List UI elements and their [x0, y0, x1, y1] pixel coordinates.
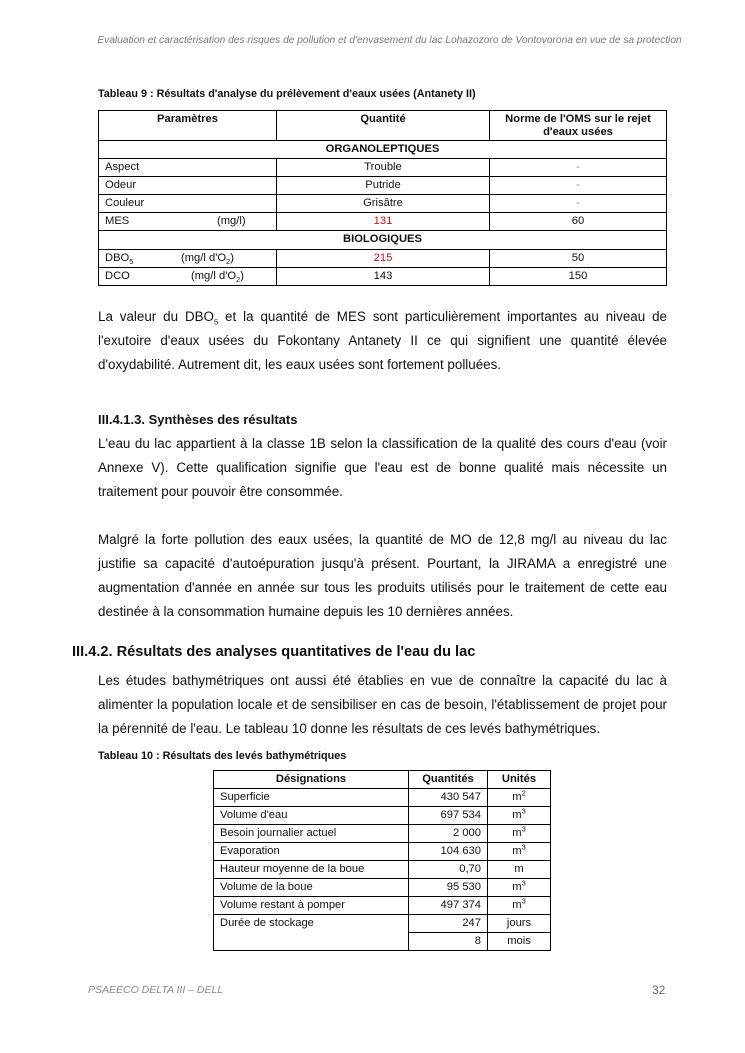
param-unit: (mg/l) [217, 215, 246, 227]
quantity-value: 2 000 [453, 827, 481, 839]
unit-cell [488, 933, 551, 951]
page-number: 32 [652, 983, 666, 997]
unit-cell [488, 861, 551, 879]
table9-header-param: Paramètres [99, 111, 277, 141]
designation-label: Durée de stockage [220, 917, 314, 930]
unit-label: m [512, 791, 522, 803]
table9-caption: Tableau 9 : Résultats d'analyse du prélèvement d'eaux usées (Antanety II) [98, 88, 476, 100]
table-row [214, 861, 551, 879]
param-cell [99, 268, 277, 286]
unit-label: m [512, 827, 522, 839]
param-unit [181, 250, 234, 267]
quantity-value: 497 374 [440, 899, 481, 911]
unit-subscript: 2 [226, 257, 231, 267]
designation-cell [214, 861, 409, 879]
table9-header-qty: Quantité [277, 111, 490, 141]
quantity-value: 247 [462, 917, 481, 929]
unit-cell [488, 897, 551, 915]
quantity-value: 430 547 [440, 791, 481, 803]
table-row [214, 879, 551, 897]
unit-cell [488, 843, 551, 861]
norm-cell: - [490, 159, 667, 177]
quantity-cell [409, 897, 488, 915]
unit-cell [488, 807, 551, 825]
unit-label: jours [506, 917, 532, 929]
designation-label: Superficie [220, 791, 270, 803]
unit-cell [488, 789, 551, 807]
designation-cell [214, 915, 409, 933]
quantity-cell [409, 789, 488, 807]
table-row [99, 250, 667, 268]
table-row [214, 915, 551, 933]
unit-exponent: 3 [521, 842, 526, 852]
param-cell: Couleur [99, 195, 277, 213]
designation-cell [214, 933, 409, 951]
quantity-cell [409, 843, 488, 861]
unit-text: (mg/l d'O [191, 270, 237, 282]
param-cell [99, 213, 277, 231]
unit-text: (mg/l d'O [181, 252, 227, 264]
paragraph-pollution: Malgré la forte pollution des eaux usées, la quantité de MO de 12,8 mg/l au niveau du lac justifie sa capacité d'autoépuration jusqu'à présent. Pourtant, la JIRAMA a enregistré une augmentation d'année en année sur tous les produits utilisés pour le traitement de cette eau destinée à la consommation humaine depuis les 10 dernières années. [98, 532, 667, 619]
running-header: Evaluation et caractérisation des risques de pollution et d'envasement du lac Lohazozoro de Vontovorona en vue de sa protection [97, 35, 682, 46]
unit-end: ) [230, 252, 234, 264]
unit-exponent: 3 [521, 878, 526, 888]
para-text: La valeur du DBO [98, 309, 214, 324]
norm-cell: - [490, 177, 667, 195]
table9 [98, 110, 667, 286]
norm-cell: - [490, 195, 667, 213]
param-cell: Odeur [99, 177, 277, 195]
unit-subscript: 2 [236, 275, 241, 285]
table-row [99, 268, 667, 286]
para-subscript: 5 [213, 317, 219, 327]
quantity-value: 8 [474, 935, 481, 947]
designation-cell [214, 789, 409, 807]
table-row [214, 807, 551, 825]
table9-section-biologiques: BIOLOGIQUES [99, 231, 667, 250]
param-cell [99, 250, 277, 268]
unit-cell [488, 915, 551, 933]
unit-exponent: 3 [521, 806, 526, 816]
unit-label: m [512, 881, 522, 893]
table9-section-organoleptiques: ORGANOLEPTIQUES [99, 141, 667, 159]
norm-cell: 150 [490, 268, 667, 286]
quantity-cell [409, 915, 488, 933]
table-row [214, 825, 551, 843]
quantity-value: 697 534 [440, 809, 481, 821]
norm-cell: 60 [490, 213, 667, 231]
param-label: DCO [105, 270, 130, 282]
table10 [213, 770, 551, 951]
qty-cell: Putride [277, 177, 490, 195]
section-heading-syntheses: III.4.1.3. Synthèses des résultats [98, 412, 298, 427]
quantity-cell [409, 807, 488, 825]
table10-header-quantites: Quantités [409, 771, 488, 789]
unit-label: m [514, 863, 524, 875]
designation-cell [214, 843, 409, 861]
unit-label: m [512, 845, 522, 857]
param-unit [191, 268, 244, 285]
unit-exponent: 3 [521, 896, 526, 906]
designation-cell [214, 879, 409, 897]
unit-cell [488, 825, 551, 843]
unit-cell [488, 879, 551, 897]
param-label: DBO [105, 252, 130, 264]
table-row [214, 897, 551, 915]
designation-cell [214, 897, 409, 915]
param-label: MES [105, 215, 130, 227]
quantity-value: 95 530 [446, 881, 481, 893]
unit-end: ) [240, 270, 244, 282]
table-row [99, 177, 667, 195]
footer-project: PSAEECO DELTA III – DELL [88, 984, 224, 996]
table-row [214, 933, 551, 951]
designation-cell [214, 807, 409, 825]
designation-label: Volume d'eau [220, 809, 288, 821]
paragraph-bathymetrie: Les études bathymétriques ont aussi été établies en vue de connaître la capacité du lac à alimenter la population locale et de sensibiliser en cas de besoin, l'établissement de projet pour la pérennité de l'eau. Le tableau 10 donne les résultats de ces levés bathymétriques. [98, 673, 667, 736]
param-cell: Aspect [99, 159, 277, 177]
section-heading-quantitatives: III.4.2. Résultats des analyses quantitatives de l'eau du lac [72, 644, 476, 660]
table9-header-norm: Norme de l'OMS sur le rejet d'eaux usées [490, 111, 667, 141]
table-row [99, 213, 667, 231]
quantity-value: 0,70 [459, 863, 481, 875]
unit-exponent: 2 [521, 788, 526, 798]
qty-cell: Grisâtre [277, 195, 490, 213]
unit-label: m [512, 899, 522, 911]
qty-cell: Trouble [277, 159, 490, 177]
para-text: et la quantité de MES sont particulièrement importantes au niveau de l'exutoire d'eaux usées du Fokontany Antanety II ce qui signifient une quantité élevée d'oxydabilité. Autrement dit, les eaux usées sont fortement polluées. [98, 309, 667, 372]
norm-cell: 50 [490, 250, 667, 268]
unit-exponent: 3 [521, 824, 526, 834]
quantity-value: 104 630 [440, 845, 481, 857]
unit-label: m [512, 809, 522, 821]
paragraph-dbo [98, 305, 667, 377]
unit-label: mois [507, 935, 531, 947]
table10-header-designations: Désignations [214, 771, 409, 789]
quantity-cell [409, 933, 488, 951]
designation-label: Besoin journalier actuel [220, 827, 337, 839]
qty-cell: 131 [277, 213, 490, 231]
designation-label: Hauteur moyenne de la boue [220, 863, 365, 875]
qty-cell: 143 [277, 268, 490, 286]
param-subscript: 5 [129, 257, 134, 267]
designation-label: Volume de la boue [220, 881, 313, 893]
paragraph-classe: L'eau du lac appartient à la classe 1B selon la classification de la qualité des cours d'eau (voir Annexe V). Cette qualification signifie que l'eau est de bonne qualité mais nécessite un traitement pour pouvoir être consommée. [98, 436, 667, 499]
table-row [99, 159, 667, 177]
table10-header-unites: Unités [488, 771, 551, 789]
table10-caption: Tableau 10 : Résultats des levés bathymétriques [98, 750, 347, 762]
designation-label: Evaporation [220, 845, 280, 857]
table-row [214, 789, 551, 807]
quantity-cell [409, 879, 488, 897]
table-row [99, 195, 667, 213]
designation-label: Volume restant à pomper [220, 899, 345, 911]
qty-cell: 215 [277, 250, 490, 268]
quantity-cell [409, 825, 488, 843]
table-row [214, 843, 551, 861]
designation-cell [214, 825, 409, 843]
quantity-cell [409, 861, 488, 879]
